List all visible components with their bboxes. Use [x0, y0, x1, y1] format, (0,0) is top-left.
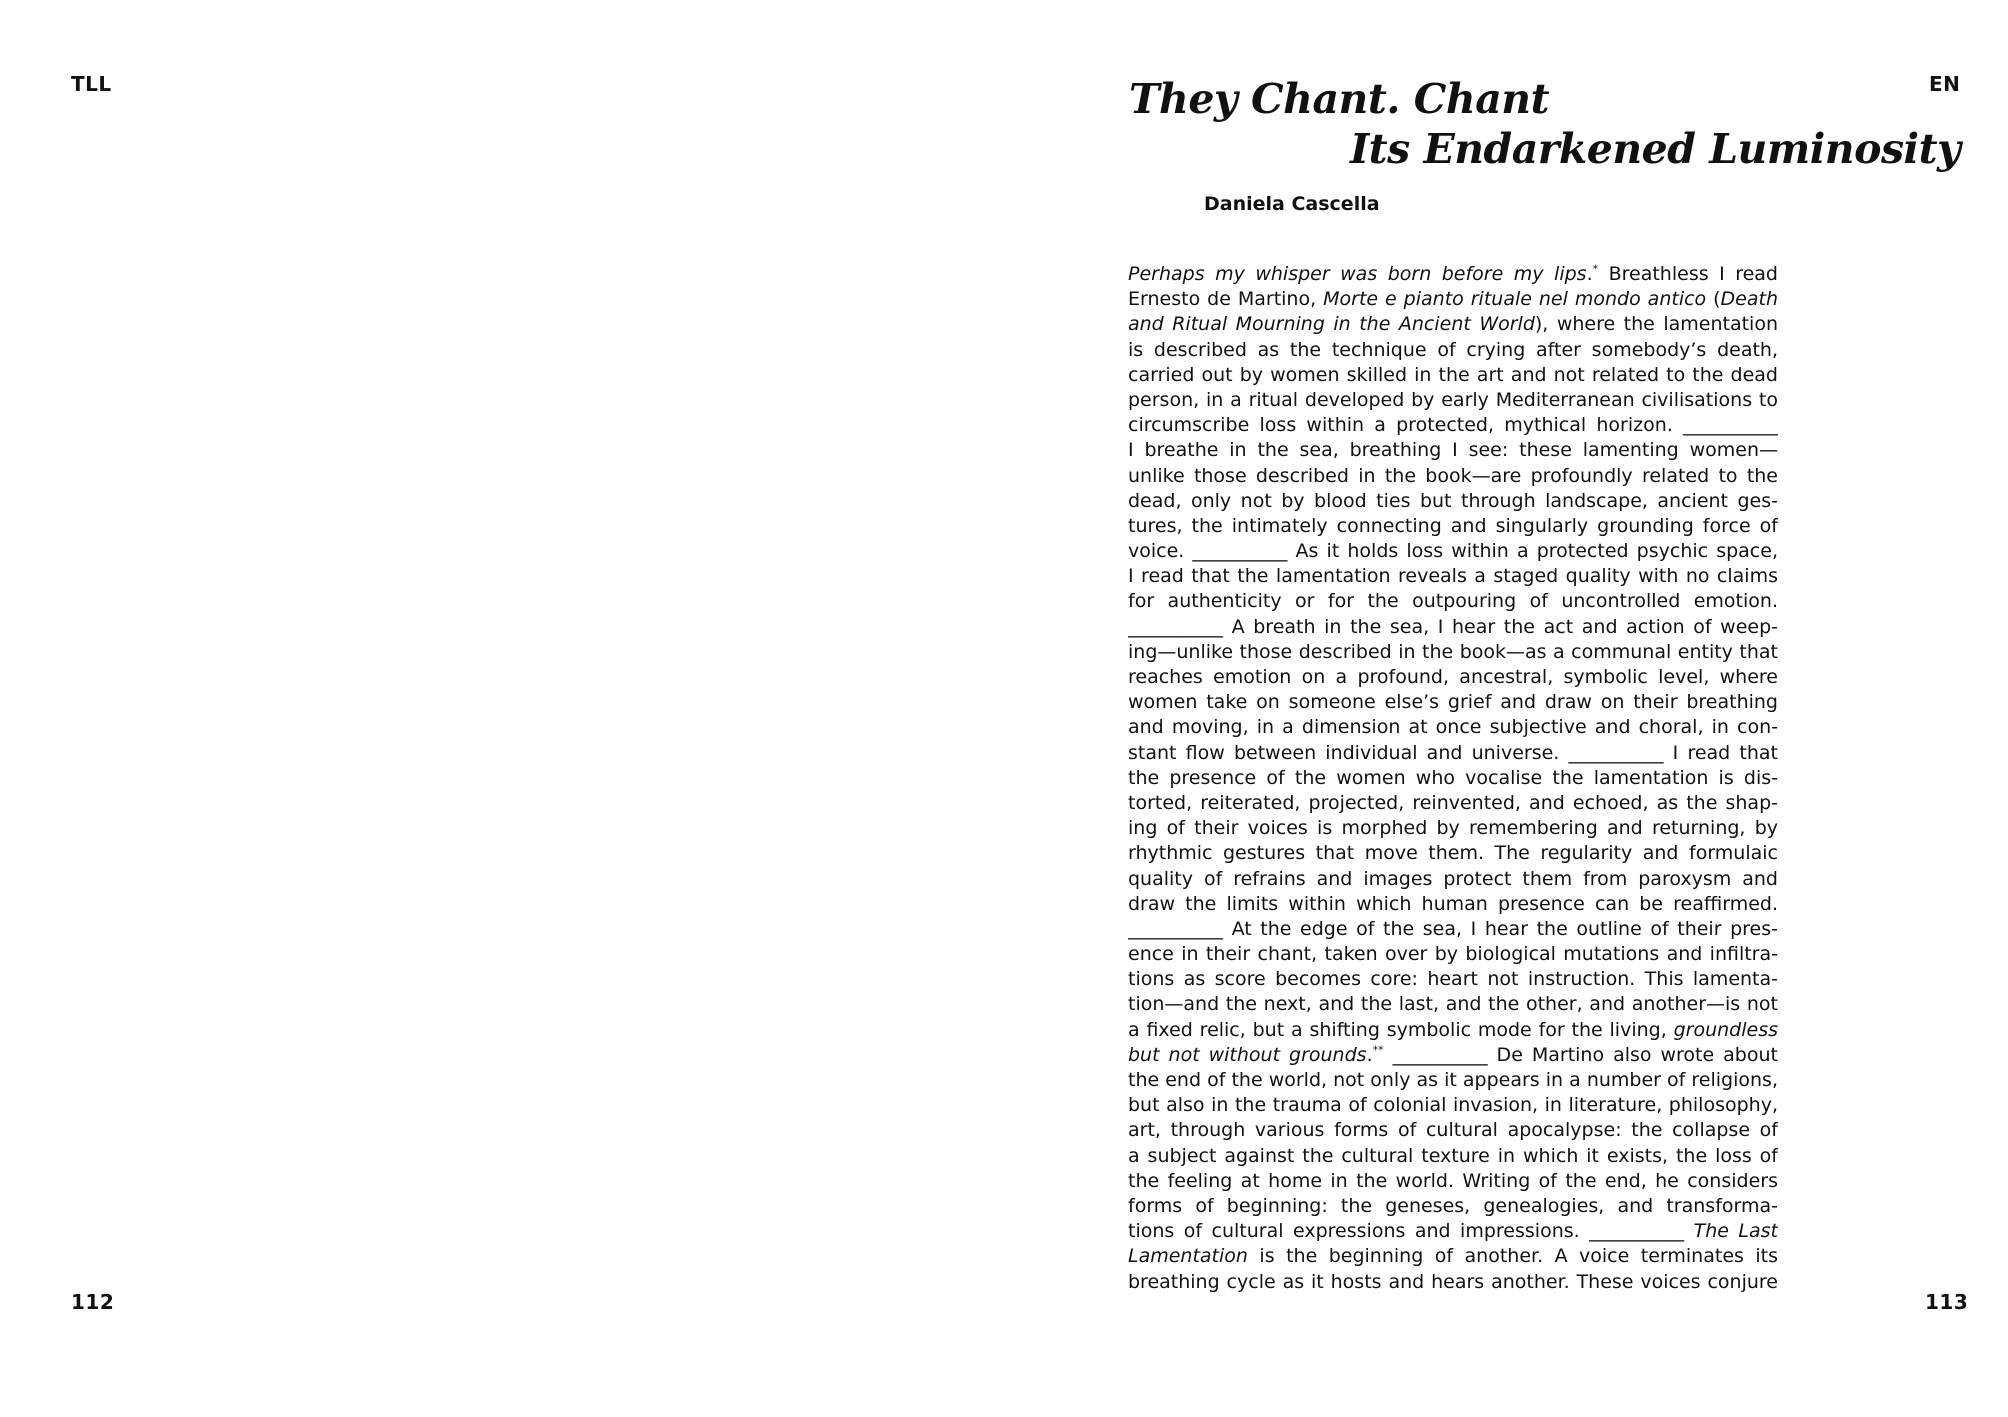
body-line	[1128, 312, 1778, 337]
body-text-segment: Breathless I read	[1598, 263, 1778, 285]
italic-text: The Last	[1693, 1220, 1778, 1243]
body-text-segment: the feeling at home in the world. Writing of the end, he considers	[1128, 1169, 1778, 1192]
body-line	[1128, 816, 1778, 841]
body-text-segment: but also in the trauma of colonial invasion, in literature, philosophy,	[1128, 1094, 1778, 1117]
article-title-line-1: They Chant. Chant	[1129, 75, 1550, 123]
body-text-segment: carried out by women skilled in the art and not related to the dead	[1128, 363, 1778, 386]
left-page-number: 112	[71, 1290, 115, 1314]
body-line	[1128, 1194, 1778, 1219]
body-line	[1128, 388, 1778, 413]
body-line	[1128, 589, 1778, 614]
body-line	[1128, 338, 1778, 363]
body-text-segment: ing of their voices is morphed by remembering and returning, by	[1128, 817, 1778, 840]
body-text-segment: person, in a ritual developed by early Mediterranean civilisations to	[1128, 388, 1778, 411]
body-line	[1128, 287, 1778, 312]
body-line	[1128, 766, 1778, 791]
body-line	[1128, 867, 1778, 892]
body-text-segment: torted, reiterated, projected, reinvented, and echoed, as the shap-	[1128, 791, 1778, 814]
body-text-segment: the end of the world, not only as it appears in a number of religions,	[1128, 1069, 1778, 1091]
body-text-segment: for authenticity or for the outpouring of uncontrolled emotion.	[1128, 590, 1778, 613]
body-line	[1128, 942, 1778, 967]
body-line	[1128, 615, 1778, 640]
body-line	[1128, 1118, 1778, 1143]
body-text-segment: dead, only not by blood ties but through landscape, ancient ges-	[1128, 489, 1778, 512]
body-line	[1128, 791, 1778, 816]
body-line	[1128, 564, 1778, 589]
right-running-head: EN	[1929, 72, 1961, 96]
left-running-head: TLL	[71, 72, 112, 96]
body-text-segment: ), where the lamentation	[1534, 313, 1778, 336]
body-line	[1128, 992, 1778, 1017]
body-text-segment: I breathe in the sea, breathing I see: these lamenting women—	[1128, 439, 1778, 462]
body-line	[1128, 715, 1778, 740]
italic-text: Lamentation	[1128, 1245, 1248, 1268]
body-line	[1128, 489, 1778, 514]
body-text-segment: is described as the technique of crying after somebody’s death,	[1128, 338, 1778, 361]
body-line	[1128, 841, 1778, 866]
italic-text: groundless	[1673, 1018, 1778, 1041]
body-text-segment: women take on someone else’s grief and draw on their breathing	[1128, 691, 1778, 714]
article-author: Daniela Cascella	[1204, 193, 1380, 215]
italic-text: and Ritual Mourning in the Ancient World	[1128, 313, 1535, 336]
body-line	[1128, 1068, 1778, 1093]
article-title-line-2: Its Endarkened Luminosity	[1350, 125, 1961, 173]
body-text-segment: tions of cultural expressions and impressions. __________	[1128, 1220, 1694, 1243]
body-line	[1128, 514, 1778, 539]
page-gutter	[1004, 0, 1005, 1417]
body-text-segment: tures, the intimately connecting and singularly grounding force of	[1128, 514, 1778, 537]
body-line	[1128, 413, 1778, 438]
body-line	[1128, 262, 1778, 287]
italic-text: Perhaps my whisper was born before my lips	[1128, 263, 1587, 285]
body-text-segment: unlike those described in the book—are profoundly related to the	[1128, 464, 1778, 487]
body-text-segment: (	[1706, 288, 1721, 311]
footnote-marker: *	[1592, 262, 1599, 276]
body-text-segment: and moving, in a dimension at once subjective and choral, in con-	[1128, 716, 1778, 739]
body-line	[1128, 1093, 1778, 1118]
body-line	[1128, 741, 1778, 766]
body-line	[1128, 363, 1778, 388]
body-line	[1128, 1043, 1778, 1068]
body-line	[1128, 1219, 1778, 1244]
body-line	[1128, 438, 1778, 463]
body-text-segment: ing—unlike those described in the book—as a communal entity that	[1128, 640, 1778, 663]
italic-text: but not without grounds	[1128, 1043, 1367, 1066]
body-text-segment: a fixed relic, but a shifting symbolic mode for the living,	[1128, 1018, 1674, 1041]
body-text-segment: .	[1586, 263, 1593, 285]
body-text-segment: ence in their chant, taken over by biological mutations and infiltra-	[1128, 943, 1778, 966]
body-line	[1128, 1018, 1778, 1043]
body-text-segment: draw the limits within which human presence can be reaffirmed.	[1128, 892, 1778, 915]
body-line	[1128, 917, 1778, 942]
body-text-segment: tion—and the next, and the last, and the other, and another—is not	[1128, 993, 1778, 1016]
body-text-segment: the presence of the women who vocalise the lamentation is dis-	[1128, 766, 1778, 789]
article-body	[1128, 262, 1778, 1295]
body-line	[1128, 539, 1778, 564]
body-line	[1128, 464, 1778, 489]
body-line	[1128, 690, 1778, 715]
body-line	[1128, 1169, 1778, 1194]
body-text-segment: circumscribe loss within a protected, mythical horizon. __________	[1128, 414, 1778, 437]
body-line	[1128, 892, 1778, 917]
body-text-segment: tions as score becomes core: heart not instruction. This lamenta-	[1128, 968, 1778, 991]
italic-text: Morte e pianto rituale nel mondo antico	[1323, 288, 1707, 311]
footnote-marker: **	[1372, 1043, 1384, 1057]
body-line	[1128, 1144, 1778, 1169]
italic-text: Death	[1720, 288, 1778, 311]
body-text-segment: Ernesto de Martino,	[1128, 288, 1324, 311]
body-text-segment: .	[1366, 1043, 1373, 1066]
body-line	[1128, 665, 1778, 690]
body-text-segment: __________ De Martino also wrote about	[1383, 1043, 1778, 1066]
body-text-segment: a subject against the cultural texture in which it exists, the loss of	[1128, 1144, 1778, 1167]
body-text-segment: I read that the lamentation reveals a staged quality with no claims	[1128, 565, 1778, 588]
body-line	[1128, 967, 1778, 992]
body-text-segment: stant flow between individual and universe. __________ I read that	[1128, 741, 1778, 764]
body-text-segment: art, through various forms of cultural apocalypse: the collapse of	[1128, 1119, 1778, 1142]
body-text-segment: voice. __________ As it holds loss within a protected psychic space,	[1128, 540, 1778, 563]
body-text-segment: rhythmic gestures that move them. The regularity and formulaic	[1128, 842, 1778, 865]
right-page-number: 113	[1925, 1290, 1969, 1314]
body-text-segment: breathing cycle as it hosts and hears another. These voices conjure	[1128, 1270, 1778, 1293]
body-text-segment: reaches emotion on a profound, ancestral, symbolic level, where	[1128, 666, 1778, 688]
body-text-segment: __________ At the edge of the sea, I hear the outline of their pres-	[1128, 917, 1778, 940]
body-line	[1128, 1270, 1778, 1295]
body-line	[1128, 1244, 1778, 1269]
body-text-segment: quality of refrains and images protect them from paroxysm and	[1128, 867, 1778, 890]
body-text-segment: forms of beginning: the geneses, genealogies, and transforma-	[1128, 1194, 1778, 1217]
body-text-segment: is the beginning of another. A voice terminates its	[1247, 1245, 1778, 1268]
body-text-segment: __________ A breath in the sea, I hear the act and action of weep-	[1128, 615, 1778, 638]
body-line	[1128, 640, 1778, 665]
